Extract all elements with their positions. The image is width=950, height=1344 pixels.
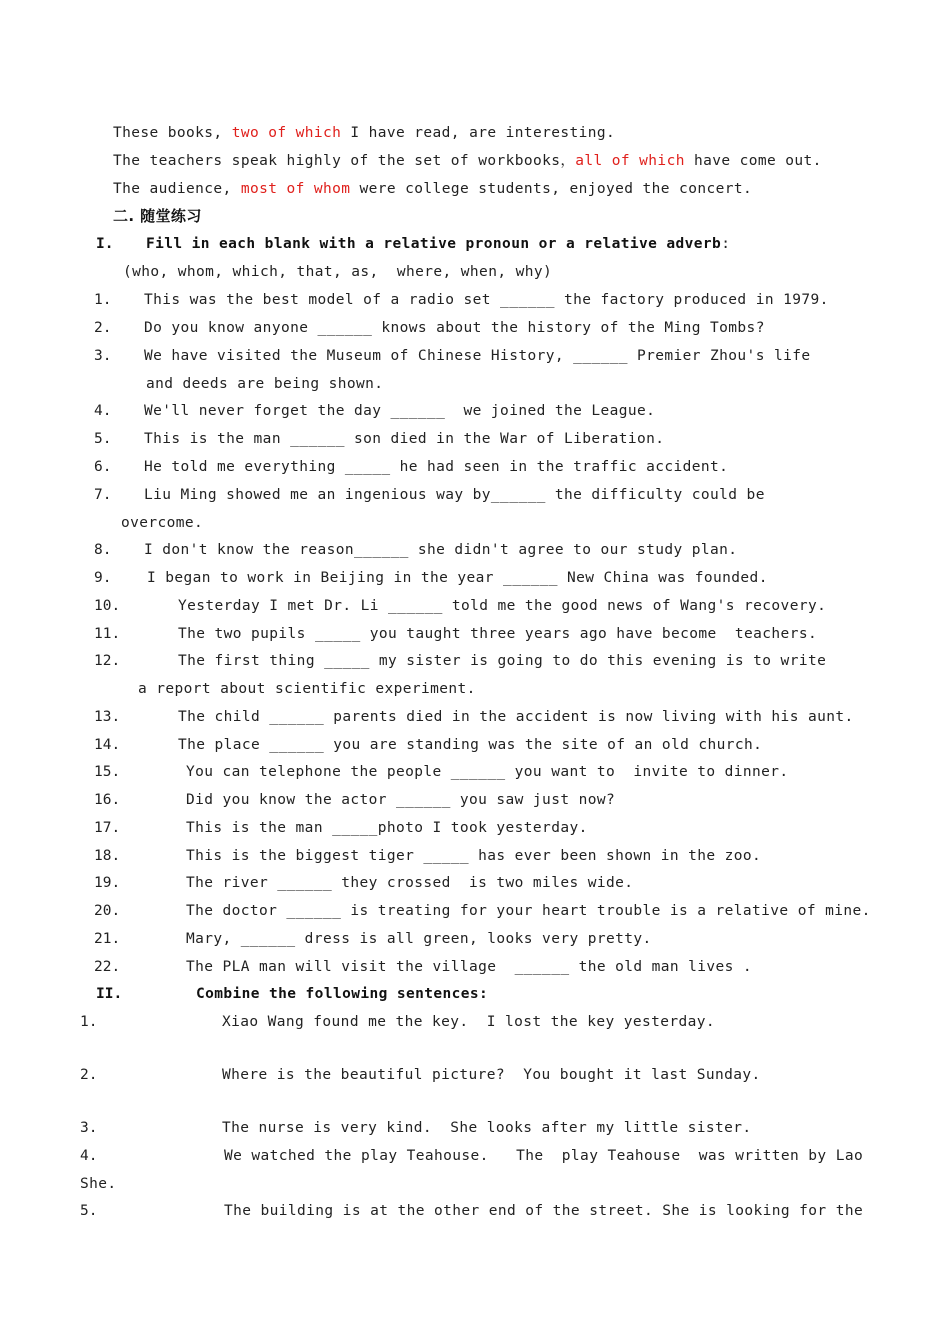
exercise-item: We watched the play Teahouse. The play Teahouse was written by Lao: [224, 1148, 864, 1164]
item-number: 2.: [80, 1067, 98, 1083]
exercise-item: The PLA man will visit the village ______ the old man lives .: [186, 959, 753, 975]
exercise-item: The river ______ they crossed is two miles wide.: [186, 875, 634, 891]
item-number: 17.: [94, 820, 121, 836]
item-number: 14.: [94, 737, 121, 753]
exercise-item: I began to work in Beijing in the year ______ New China was founded.: [147, 570, 768, 586]
exercise-item: The building is at the other end of the street. She is looking for the: [224, 1203, 864, 1219]
exercise-item-continuation: a report about scientific experiment.: [138, 681, 476, 697]
exercise-item: The two pupils _____ you taught three years ago have become teachers.: [178, 626, 818, 642]
exercise-item: This is the biggest tiger _____ has ever been shown in the zoo.: [186, 848, 762, 864]
item-number: 19.: [94, 875, 121, 891]
exercise-item: I don't know the reason______ she didn't agree to our study plan.: [144, 542, 738, 558]
exercise-item: The child ______ parents died in the accident is now living with his aunt.: [178, 709, 854, 725]
exercise-item: The doctor ______ is treating for your heart trouble is a relative of mine.: [186, 903, 871, 919]
item-number: 13.: [94, 709, 121, 725]
item-number: 12.: [94, 653, 121, 669]
example-sentence: The audience, most of whom were college students, enjoyed the concert.: [113, 181, 753, 197]
item-number: 5.: [80, 1203, 98, 1219]
exercise-item: Where is the beautiful picture? You bought it last Sunday.: [222, 1067, 761, 1083]
item-number: 6.: [94, 459, 112, 475]
item-number: 8.: [94, 542, 112, 558]
item-number: 11.: [94, 626, 121, 642]
item-number: 18.: [94, 848, 121, 864]
example-highlight: two of which: [231, 125, 342, 141]
exercise-item: Do you know anyone ______ knows about the history of the Ming Tombs?: [144, 320, 765, 336]
exercise-item: The place ______ you are standing was the site of an old church.: [178, 737, 763, 753]
example-sentence: These books, two of which I have read, are interesting.: [113, 125, 616, 141]
exercise-item: The first thing _____ my sister is going to do this evening is to write: [178, 653, 827, 669]
item-number: 15.: [94, 764, 121, 780]
item-number: 4.: [94, 403, 112, 419]
example-highlight: most of whom: [240, 181, 351, 197]
item-number: 7.: [94, 487, 112, 503]
exercise-item-continuation: She.: [80, 1176, 117, 1192]
word-list: (who, whom, which, that, as, where, when, why): [123, 264, 553, 280]
part-title: Fill in each blank with a relative pronoun or a relative adverb:: [146, 236, 731, 252]
exercise-item: We have visited the Museum of Chinese History, ______ Premier Zhou's life: [144, 348, 811, 364]
item-number: 2.: [94, 320, 112, 336]
exercise-item: He told me everything _____ he had seen in the traffic accident.: [144, 459, 729, 475]
item-number: 1.: [80, 1014, 98, 1030]
item-number: 10.: [94, 598, 121, 614]
item-number: 3.: [94, 348, 112, 364]
exercise-item-continuation: overcome.: [121, 515, 204, 531]
item-number: 5.: [94, 431, 112, 447]
exercise-item: This is the man ______ son died in the War of Liberation.: [144, 431, 665, 447]
part-numeral: I.: [96, 236, 114, 252]
exercise-item: You can telephone the people ______ you want to invite to dinner.: [186, 764, 789, 780]
item-number: 1.: [94, 292, 112, 308]
section-heading: 二. 随堂练习: [113, 207, 202, 225]
exercise-item: Did you know the actor ______ you saw just now?: [186, 792, 616, 808]
item-number: 20.: [94, 903, 121, 919]
part-title: Combine the following sentences:: [196, 986, 489, 1002]
item-number: 21.: [94, 931, 121, 947]
exercise-item-continuation: and deeds are being shown.: [146, 376, 384, 392]
item-number: 9.: [94, 570, 112, 586]
exercise-item: We'll never forget the day ______ we joined the League.: [144, 403, 656, 419]
item-number: 16.: [94, 792, 121, 808]
exercise-item: Mary, ______ dress is all green, looks very pretty.: [186, 931, 652, 947]
exercise-item: This is the man _____photo I took yesterday.: [186, 820, 588, 836]
exercise-item: This was the best model of a radio set ______ the factory produced in 1979.: [144, 292, 829, 308]
item-number: 22.: [94, 959, 121, 975]
item-number: 3.: [80, 1120, 98, 1136]
exercise-item: The nurse is very kind. She looks after my little sister.: [222, 1120, 752, 1136]
exercise-item: Liu Ming showed me an ingenious way by______ the difficulty could be: [144, 487, 765, 503]
part-numeral: II.: [96, 986, 123, 1002]
example-highlight: all of which: [575, 153, 685, 169]
item-number: 4.: [80, 1148, 98, 1164]
example-sentence: The teachers speak highly of the set of workbooks，all of which have come out.: [113, 153, 822, 169]
exercise-item: Xiao Wang found me the key. I lost the key yesterday.: [222, 1014, 716, 1030]
exercise-item: Yesterday I met Dr. Li ______ told me the good news of Wang's recovery.: [178, 598, 827, 614]
